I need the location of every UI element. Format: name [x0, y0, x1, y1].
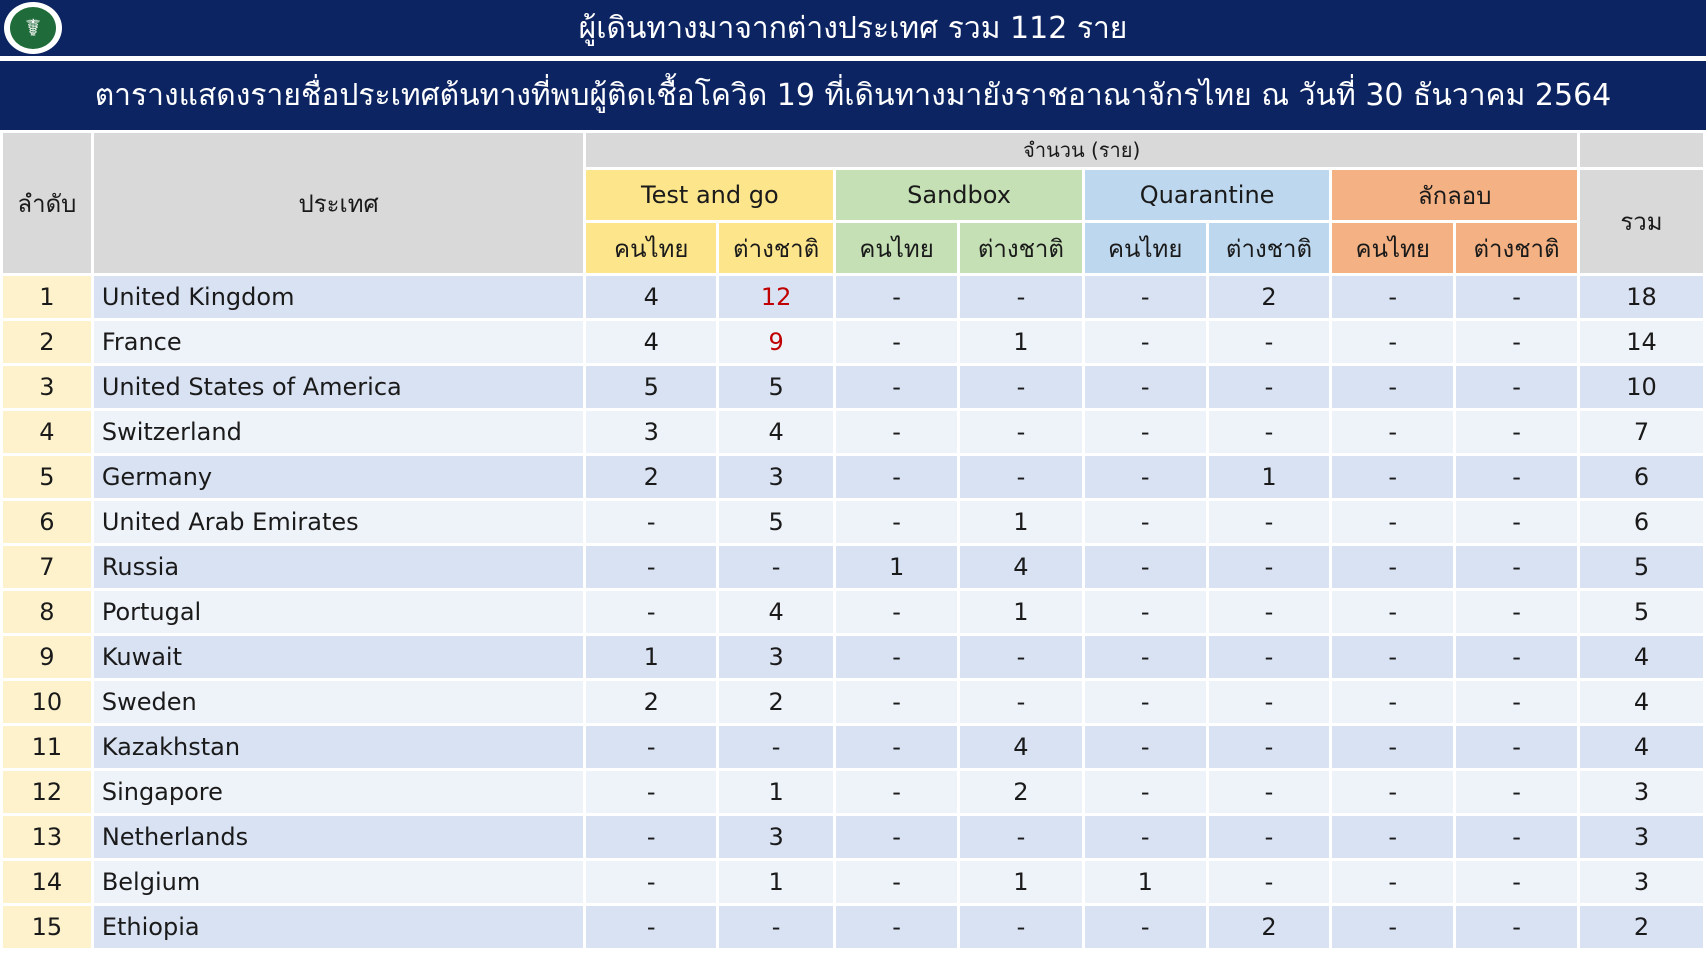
table-row: [3, 681, 1703, 723]
row-value-cell: 1: [960, 591, 1082, 633]
row-value-cell: 4: [719, 591, 833, 633]
row-rank: 1: [3, 276, 91, 318]
title-bar: [0, 0, 1706, 56]
group-smuggle: ลักลอบ: [1332, 170, 1577, 220]
subtitle-bar: [0, 58, 1706, 130]
row-value-cell: -: [1332, 861, 1453, 903]
row-value-cell: -: [1085, 726, 1206, 768]
row-value-cell: -: [1085, 681, 1206, 723]
row-value-cell: -: [836, 771, 957, 813]
row-value-cell: -: [586, 726, 716, 768]
row-country: Germany: [94, 456, 584, 498]
row-value-cell: -: [1332, 321, 1453, 363]
row-value-cell: -: [1332, 501, 1453, 543]
row-value-cell: -: [1332, 816, 1453, 858]
row-value-cell: -: [1209, 501, 1330, 543]
row-value-cell: -: [719, 906, 833, 948]
row-value-cell: -: [1456, 456, 1577, 498]
table-row: [3, 861, 1703, 903]
row-value-cell: -: [836, 501, 957, 543]
group-sandbox: Sandbox: [836, 170, 1082, 220]
row-rank: 7: [3, 546, 91, 588]
row-country: Sweden: [94, 681, 584, 723]
row-value-cell: -: [586, 501, 716, 543]
row-value-cell: -: [836, 591, 957, 633]
row-value-cell: -: [836, 366, 957, 408]
sub-thai-smuggle: คนไทย: [1332, 223, 1453, 273]
col-count-header: จำนวน (ราย): [586, 133, 1576, 167]
row-rank: 5: [3, 456, 91, 498]
row-value-cell: -: [1209, 591, 1330, 633]
table-row: [3, 276, 1703, 318]
row-rank: 15: [3, 906, 91, 948]
row-value-cell: -: [1085, 636, 1206, 678]
row-value-cell: -: [960, 906, 1082, 948]
row-total: 4: [1580, 726, 1703, 768]
row-total: 6: [1580, 501, 1703, 543]
row-value-cell: 1: [719, 771, 833, 813]
row-rank: 10: [3, 681, 91, 723]
page-title: ผู้เดินทางมาจากต่างประเทศ รวม 112 ราย: [578, 10, 1128, 46]
row-value-cell: -: [836, 276, 957, 318]
table-row: [3, 456, 1703, 498]
row-value-cell: -: [1209, 816, 1330, 858]
row-value-cell: -: [1085, 816, 1206, 858]
row-value-cell: 3: [719, 816, 833, 858]
table-row: [3, 546, 1703, 588]
col-total-header-top: [1580, 133, 1703, 167]
row-value-cell: -: [1456, 681, 1577, 723]
row-value-cell: -: [960, 366, 1082, 408]
row-value-cell: -: [1332, 681, 1453, 723]
row-rank: 4: [3, 411, 91, 453]
row-value-cell: -: [586, 906, 716, 948]
row-value-cell: -: [1456, 636, 1577, 678]
row-value-cell: -: [1209, 321, 1330, 363]
row-rank: 3: [3, 366, 91, 408]
row-value-cell: -: [1085, 546, 1206, 588]
row-value-cell: -: [1209, 681, 1330, 723]
row-total: 4: [1580, 636, 1703, 678]
row-value-cell: -: [1332, 771, 1453, 813]
row-country: Netherlands: [94, 816, 584, 858]
row-country: Belgium: [94, 861, 584, 903]
table-row: [3, 636, 1703, 678]
row-value-cell: -: [1332, 411, 1453, 453]
row-value-cell: -: [1085, 456, 1206, 498]
row-total: 5: [1580, 591, 1703, 633]
row-value-cell: -: [836, 906, 957, 948]
row-rank: 13: [3, 816, 91, 858]
row-value-cell: -: [1456, 546, 1577, 588]
sub-thai-sandbox: คนไทย: [836, 223, 957, 273]
table-row: [3, 591, 1703, 633]
row-value-cell: -: [1332, 276, 1453, 318]
row-total: 5: [1580, 546, 1703, 588]
row-total: 10: [1580, 366, 1703, 408]
row-value-cell: 1: [960, 861, 1082, 903]
row-value-cell: -: [1456, 501, 1577, 543]
row-rank: 11: [3, 726, 91, 768]
row-value-cell: 1: [586, 636, 716, 678]
row-value-cell: -: [1332, 366, 1453, 408]
row-total: 4: [1580, 681, 1703, 723]
row-value-cell: 4: [586, 321, 716, 363]
row-value-cell: 4: [586, 276, 716, 318]
row-value-cell: -: [719, 726, 833, 768]
row-total: 18: [1580, 276, 1703, 318]
row-country: Ethiopia: [94, 906, 584, 948]
row-total: 2: [1580, 906, 1703, 948]
row-total: 3: [1580, 771, 1703, 813]
row-value-cell: -: [1332, 546, 1453, 588]
table-row: [3, 501, 1703, 543]
row-value-cell: -: [1332, 636, 1453, 678]
row-value-cell: -: [1332, 591, 1453, 633]
row-value-cell: -: [586, 771, 716, 813]
row-value-cell: -: [586, 546, 716, 588]
row-value-cell: 2: [586, 456, 716, 498]
sub-thai-test-and-go: คนไทย: [586, 223, 716, 273]
row-country: Switzerland: [94, 411, 584, 453]
row-value-cell: -: [960, 816, 1082, 858]
row-value-cell: -: [1085, 366, 1206, 408]
row-value-cell: -: [836, 456, 957, 498]
row-rank: 9: [3, 636, 91, 678]
row-value-cell: -: [836, 861, 957, 903]
row-value-cell: 2: [1209, 276, 1330, 318]
row-value-cell: -: [836, 411, 957, 453]
row-value-cell: -: [1456, 591, 1577, 633]
row-value-cell: -: [960, 456, 1082, 498]
table-row: [3, 771, 1703, 813]
col-rank-header: ลำดับ: [3, 133, 91, 273]
row-value-cell: -: [586, 816, 716, 858]
row-value-cell: 4: [960, 546, 1082, 588]
row-value-cell: -: [1209, 366, 1330, 408]
row-value-cell: 3: [719, 456, 833, 498]
row-value-cell: -: [1332, 726, 1453, 768]
row-value-cell: 5: [719, 366, 833, 408]
row-value-cell: -: [836, 816, 957, 858]
table-row: [3, 816, 1703, 858]
row-country: Portugal: [94, 591, 584, 633]
row-value-cell: -: [836, 321, 957, 363]
row-value-cell: -: [1456, 321, 1577, 363]
row-value-cell: -: [1456, 411, 1577, 453]
row-total: 3: [1580, 816, 1703, 858]
row-value-cell: 5: [719, 501, 833, 543]
row-country: France: [94, 321, 584, 363]
row-value-cell: -: [1085, 906, 1206, 948]
row-country: United Kingdom: [94, 276, 584, 318]
row-rank: 8: [3, 591, 91, 633]
row-value-cell: -: [1209, 726, 1330, 768]
row-value-cell: 2: [1209, 906, 1330, 948]
row-value-cell: -: [1209, 861, 1330, 903]
row-country: Kazakhstan: [94, 726, 584, 768]
row-value-cell: -: [1209, 546, 1330, 588]
row-value-cell: 2: [960, 771, 1082, 813]
row-value-cell: -: [836, 726, 957, 768]
table-row: [3, 906, 1703, 948]
table-row: [3, 366, 1703, 408]
row-value-cell: -: [960, 681, 1082, 723]
sub-foreign-sandbox: ต่างชาติ: [960, 223, 1082, 273]
row-country: Kuwait: [94, 636, 584, 678]
row-total: 3: [1580, 861, 1703, 903]
sub-foreign-test-and-go: ต่างชาติ: [719, 223, 833, 273]
sub-foreign-smuggle: ต่างชาติ: [1456, 223, 1577, 273]
row-value-cell: -: [1085, 501, 1206, 543]
row-value-cell: -: [1085, 276, 1206, 318]
row-total: 14: [1580, 321, 1703, 363]
row-value-cell: -: [1209, 411, 1330, 453]
row-value-cell: 1: [960, 321, 1082, 363]
row-value-cell: -: [836, 636, 957, 678]
row-value-cell: -: [1085, 411, 1206, 453]
row-value-cell: -: [1456, 861, 1577, 903]
row-value-cell: 3: [586, 411, 716, 453]
row-value-cell: -: [586, 591, 716, 633]
row-value-cell: 12: [719, 276, 833, 318]
row-rank: 6: [3, 501, 91, 543]
row-value-cell: 9: [719, 321, 833, 363]
row-value-cell: -: [719, 546, 833, 588]
row-value-cell: 5: [586, 366, 716, 408]
row-value-cell: -: [1085, 321, 1206, 363]
row-value-cell: -: [836, 681, 957, 723]
row-value-cell: -: [586, 861, 716, 903]
table-body: [3, 276, 1703, 948]
group-test-and-go: Test and go: [586, 170, 833, 220]
page-subtitle: ตารางแสดงรายชื่อประเทศต้นทางที่พบผู้ติดเชื้อโควิด 19 ที่เดินทางมายังราชอาณาจักรไทย ณ วันที่ 30 ธันวาคม 2564: [94, 78, 1612, 113]
row-value-cell: -: [1209, 636, 1330, 678]
row-value-cell: 3: [719, 636, 833, 678]
country-table: [0, 130, 1706, 951]
table-row: [3, 321, 1703, 363]
row-value-cell: -: [1456, 816, 1577, 858]
row-value-cell: -: [1209, 771, 1330, 813]
row-rank: 2: [3, 321, 91, 363]
row-value-cell: -: [1085, 591, 1206, 633]
sub-foreign-quarantine: ต่างชาติ: [1209, 223, 1330, 273]
row-value-cell: 1: [960, 501, 1082, 543]
row-value-cell: -: [1456, 771, 1577, 813]
caduceus-icon: ☤: [10, 7, 56, 49]
table-row: [3, 411, 1703, 453]
row-value-cell: -: [1456, 906, 1577, 948]
row-value-cell: 1: [1209, 456, 1330, 498]
row-value-cell: 1: [836, 546, 957, 588]
sub-thai-quarantine: คนไทย: [1085, 223, 1206, 273]
row-value-cell: -: [1456, 276, 1577, 318]
row-country: Singapore: [94, 771, 584, 813]
row-value-cell: -: [960, 411, 1082, 453]
group-quarantine: Quarantine: [1085, 170, 1330, 220]
row-value-cell: -: [1456, 726, 1577, 768]
col-country-header: ประเทศ: [94, 133, 584, 273]
row-rank: 14: [3, 861, 91, 903]
row-value-cell: -: [1332, 906, 1453, 948]
row-value-cell: 2: [586, 681, 716, 723]
col-total-header: รวม: [1580, 170, 1703, 273]
row-total: 6: [1580, 456, 1703, 498]
row-value-cell: 1: [719, 861, 833, 903]
row-country: United States of America: [94, 366, 584, 408]
row-value-cell: 4: [960, 726, 1082, 768]
row-value-cell: -: [960, 276, 1082, 318]
row-total: 7: [1580, 411, 1703, 453]
row-value-cell: -: [1332, 456, 1453, 498]
row-country: United Arab Emirates: [94, 501, 584, 543]
row-value-cell: 1: [1085, 861, 1206, 903]
row-value-cell: -: [1456, 366, 1577, 408]
table-row: [3, 726, 1703, 768]
ministry-logo-icon: [4, 2, 62, 54]
row-rank: 12: [3, 771, 91, 813]
row-value-cell: -: [1085, 771, 1206, 813]
row-value-cell: 4: [719, 411, 833, 453]
row-value-cell: 2: [719, 681, 833, 723]
row-country: Russia: [94, 546, 584, 588]
row-value-cell: -: [960, 636, 1082, 678]
